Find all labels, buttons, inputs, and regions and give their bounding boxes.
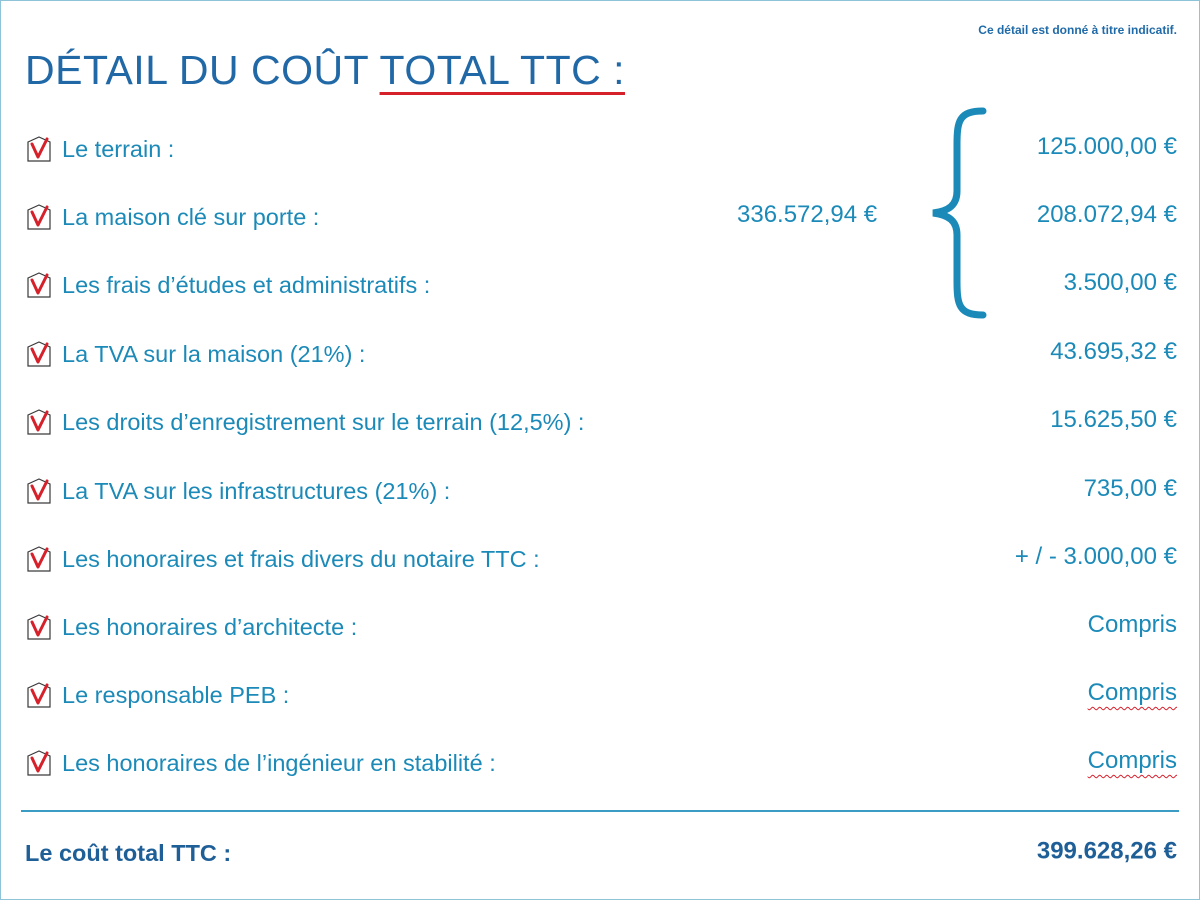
row-value: + / - 3.000,00 € bbox=[1014, 542, 1177, 570]
checkbox-tick-icon bbox=[25, 135, 53, 163]
cost-row-tva-infrastructures bbox=[25, 471, 1177, 511]
row-value: 15.625,50 € bbox=[1050, 405, 1177, 433]
checkbox-tick-icon bbox=[25, 749, 53, 777]
cost-row-frais-etudes bbox=[25, 265, 1177, 305]
title-underlined: TOTAL TTC : bbox=[379, 47, 626, 93]
row-label: Les frais d’études et administratifs : bbox=[62, 271, 431, 298]
total-label: Le coût total TTC : bbox=[25, 839, 232, 866]
row-value: 735,00 € bbox=[1083, 474, 1177, 502]
checkbox-tick-icon bbox=[25, 477, 53, 505]
checkbox-tick-icon bbox=[25, 271, 53, 299]
curly-brace-icon bbox=[919, 105, 999, 321]
row-label: Le terrain : bbox=[62, 135, 175, 162]
cost-row-architecte bbox=[25, 607, 1177, 647]
checkbox-tick-icon bbox=[25, 203, 53, 231]
checkbox-tick-icon bbox=[25, 340, 53, 368]
page-title bbox=[25, 47, 625, 94]
subtotal-value: 336.572,94 € bbox=[737, 201, 878, 228]
row-value: Compris bbox=[1087, 746, 1177, 774]
row-value: 43.695,32 € bbox=[1050, 337, 1177, 365]
row-value: Compris bbox=[1087, 610, 1177, 638]
row-value: 125.000,00 € bbox=[1036, 132, 1177, 160]
cost-row-peb bbox=[25, 675, 1177, 715]
checkbox-tick-icon bbox=[25, 408, 53, 436]
row-value: 3.500,00 € bbox=[1063, 268, 1177, 296]
checkbox-tick-icon bbox=[25, 545, 53, 573]
row-label: La TVA sur les infrastructures (21%) : bbox=[62, 477, 451, 504]
row-label: Les honoraires de l’ingénieur en stabilité : bbox=[62, 749, 496, 776]
row-label: Le responsable PEB : bbox=[62, 681, 290, 708]
total-divider bbox=[21, 810, 1179, 812]
total-row bbox=[25, 833, 1177, 873]
disclaimer-note: Ce détail est donné à titre indicatif. bbox=[978, 23, 1177, 37]
cost-row-terrain bbox=[25, 129, 1177, 169]
cost-row-droits-enregistrement bbox=[25, 402, 1177, 442]
checkbox-tick-icon bbox=[25, 681, 53, 709]
cost-row-maison bbox=[25, 197, 1177, 237]
title-prefix: DÉTAIL DU COÛT bbox=[25, 47, 369, 93]
row-label: La TVA sur la maison (21%) : bbox=[62, 340, 366, 367]
cost-row-ingenieur bbox=[25, 743, 1177, 783]
row-label: Les droits d’enregistrement sur le terrain (12,5%) : bbox=[62, 408, 585, 435]
cost-row-notaire bbox=[25, 539, 1177, 579]
row-value: 208.072,94 € bbox=[1036, 200, 1177, 228]
row-value: Compris bbox=[1087, 678, 1177, 706]
checkbox-tick-icon bbox=[25, 613, 53, 641]
row-label: La maison clé sur porte : bbox=[62, 203, 320, 230]
total-value: 399.628,26 € bbox=[1036, 837, 1177, 865]
cost-row-tva-maison bbox=[25, 334, 1177, 374]
row-label: Les honoraires et frais divers du notaire TTC : bbox=[62, 545, 540, 572]
row-label: Les honoraires d’architecte : bbox=[62, 613, 358, 640]
